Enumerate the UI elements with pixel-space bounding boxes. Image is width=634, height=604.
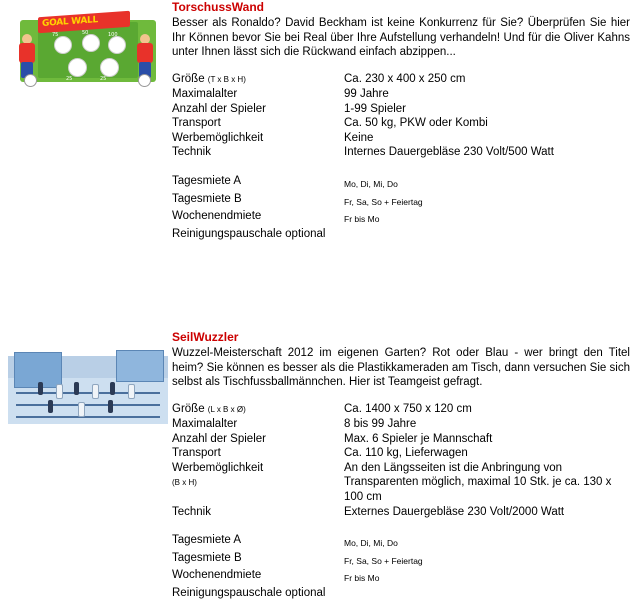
spec-value: 8 bis 99 Jahre [344, 418, 417, 431]
goal-hole [100, 58, 119, 77]
player-figure [18, 34, 36, 80]
product-description: Besser als Ronaldo? David Beckham ist keine Konkurrenz für Sie? Überprüfen Sie hier Ihr Können bevor Sie bei Real über Ihre Aufstellung verhandeln! Und für die Oliver Kahns unter Ihnen lässt sich die Rückwand einfach abzippen... [172, 17, 630, 58]
spec-label: Werbemöglichkeit [172, 131, 264, 144]
goal-hole [54, 36, 72, 54]
table-row [172, 116, 630, 131]
product-content [172, 330, 630, 601]
price-value [344, 586, 630, 601]
product-image-seilwuzzler[interactable] [8, 338, 168, 424]
spec-label [172, 461, 344, 505]
spec-label [172, 402, 344, 418]
goal-hole-points: 75 [52, 32, 59, 38]
price-value: Fr bis Mo [344, 214, 380, 225]
football-icon [24, 74, 37, 87]
spec-value: Ca. 230 x 400 x 250 cm [344, 72, 466, 85]
player-figure [74, 382, 79, 395]
price-label: Reinigungspauschale optional [172, 227, 326, 240]
spec-value: Ca. 50 kg, PKW oder Kombi [344, 117, 488, 130]
price-value: Fr, Sa, So + Feiertag [344, 555, 423, 566]
spec-label [172, 72, 344, 88]
spec-label-text: Größe [172, 402, 205, 415]
goal-hole [82, 34, 100, 52]
spec-value: Ca. 110 kg, Lieferwagen [344, 447, 468, 460]
player-figure [108, 400, 113, 413]
table-row [172, 145, 630, 160]
product-content [172, 0, 630, 241]
table-row [172, 461, 630, 505]
spec-label-sub: (L x B x Ø) [207, 404, 246, 414]
spec-label-sub: (T x B x H) [207, 74, 246, 84]
price-label: Tagesmiete B [172, 192, 242, 205]
spec-label: Anzahl der Spieler [172, 102, 266, 115]
table-row [172, 533, 630, 551]
spec-label-text: Größe [172, 72, 205, 85]
spec-table [172, 72, 630, 161]
price-value: Mo, Di, Mi, Do [344, 179, 398, 190]
price-table [172, 533, 630, 600]
price-label: Tagesmiete B [172, 551, 242, 564]
goal-hole [68, 58, 87, 77]
table-row [172, 87, 630, 102]
price-table [172, 174, 630, 241]
player-figure [78, 402, 85, 417]
player-figure [48, 400, 53, 413]
product-entry [0, 0, 634, 240]
spec-label: Transport [172, 447, 221, 460]
price-label: Wochenendmiete [172, 210, 262, 223]
player-figure [56, 384, 63, 399]
table-row [172, 505, 630, 520]
product-image-torschusswand[interactable] [8, 8, 168, 94]
spec-value: Ca. 1400 x 750 x 120 cm [344, 402, 472, 415]
spec-value: 99 Jahre [344, 88, 389, 101]
price-label: Wochenendmiete [172, 569, 262, 582]
price-value [344, 227, 630, 242]
player-figure [92, 384, 99, 399]
player-figure [38, 382, 43, 395]
table-row [172, 432, 630, 447]
spec-value: Internes Dauergebläse 230 Volt/500 Watt [344, 146, 554, 159]
product-description: Wuzzel-Meisterschaft 2012 im eigenen Garten? Rot oder Blau - wer bringt den Titel heim? Sie können es besser als die Plastikkameraden am Tisch, dann versuchen Sie sich selbst als Tischfussballmännchen. Hier ist Teamgeist gefragt. [172, 347, 630, 388]
table-row [172, 551, 630, 569]
price-value: Fr bis Mo [344, 573, 380, 584]
spec-value: Externes Dauergebläse 230 Volt/2000 Watt [344, 505, 565, 518]
table-row [172, 102, 630, 117]
spec-label: Technik [172, 505, 211, 518]
price-label: Reinigungspauschale optional [172, 587, 326, 600]
price-value: Mo, Di, Mi, Do [344, 538, 398, 549]
table-row [172, 131, 630, 146]
spec-label: Transport [172, 117, 221, 130]
goal-banner-text: GOAL WALL [42, 15, 98, 30]
spec-value: 1-99 Spieler [344, 102, 407, 115]
table-row [172, 402, 630, 418]
spec-label-text: Werbemöglichkeit [172, 461, 264, 474]
product-entry [0, 330, 634, 600]
spec-table [172, 402, 630, 520]
spec-label: Anzahl der Spieler [172, 432, 266, 445]
spec-value: An den Längsseiten ist die Anbringung von Transparenten möglich, maximal 10 Stk. je ca. 130 x 100 cm [344, 461, 612, 504]
goal-hole-points: 100 [108, 32, 118, 38]
goal-hole-points: 50 [82, 30, 89, 36]
spec-label: Maximalalter [172, 88, 238, 101]
table-row [172, 568, 630, 586]
table-row [172, 192, 630, 210]
goal-right-shape [116, 350, 164, 382]
goal-hole-points: 25 [66, 76, 73, 82]
player-figure [110, 382, 115, 395]
table-row [172, 446, 630, 461]
table-row [172, 586, 630, 601]
price-label: Tagesmiete A [172, 175, 242, 188]
goal-hole [108, 36, 126, 54]
rope-bar [16, 404, 160, 406]
goal-hole-points: 25 [100, 76, 107, 82]
spec-value: Max. 6 Spieler je Mannschaft [344, 432, 493, 445]
spec-value: Keine [344, 131, 374, 144]
player-figure [128, 384, 135, 399]
product-title[interactable]: TorschussWand [172, 0, 265, 14]
spec-label: Technik [172, 146, 211, 159]
table-row [172, 227, 630, 242]
table-row [172, 72, 630, 88]
table-row [172, 209, 630, 227]
product-title[interactable]: SeilWuzzler [172, 330, 239, 344]
rope-bar [16, 416, 160, 418]
table-row [172, 417, 630, 432]
spec-label: Maximalalter [172, 418, 238, 431]
spec-label-sub: (B x H) [172, 478, 197, 488]
table-row [172, 174, 630, 192]
price-value: Fr, Sa, So + Feiertag [344, 196, 423, 207]
football-icon [138, 74, 151, 87]
price-label: Tagesmiete A [172, 534, 242, 547]
